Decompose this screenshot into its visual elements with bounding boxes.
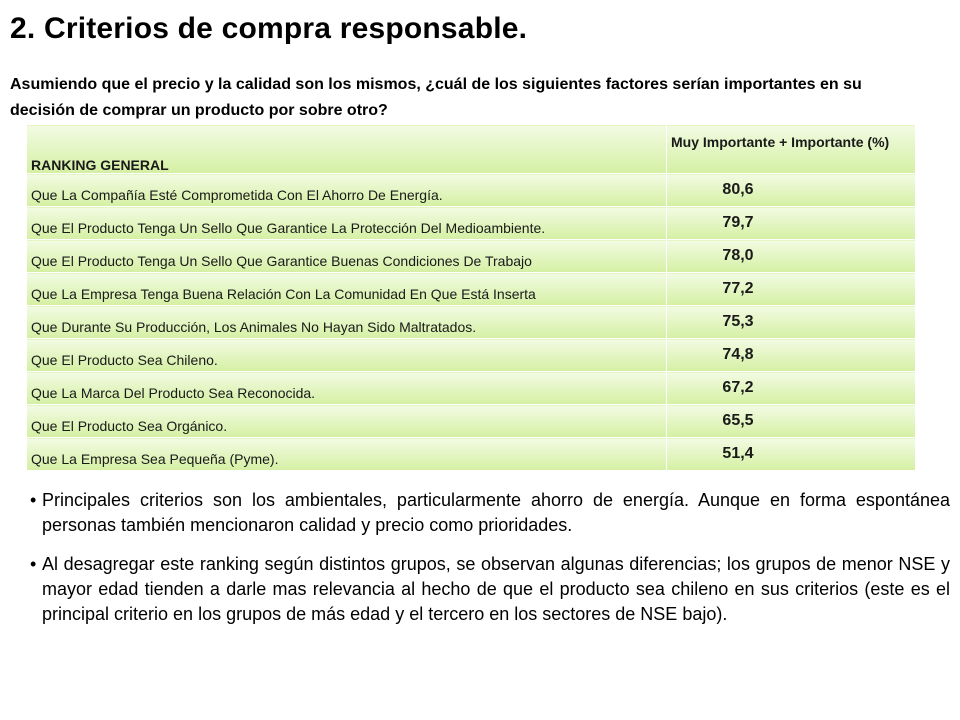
row-value: 77,2 xyxy=(667,273,916,306)
findings-list xyxy=(30,488,950,641)
page-title: 2. Criterios de compra responsable. xyxy=(10,12,528,45)
row-value: 51,4 xyxy=(667,438,916,471)
table-header-row xyxy=(27,125,916,174)
table-row xyxy=(27,438,916,471)
row-label: Que El Producto Tenga Un Sello Que Garantice La Protección Del Medioambiente. xyxy=(27,207,667,240)
row-label: Que El Producto Tenga Un Sello Que Garantice Buenas Condiciones De Trabajo xyxy=(27,240,667,273)
row-value: 79,7 xyxy=(667,207,916,240)
row-value: 65,5 xyxy=(667,405,916,438)
row-label: Que La Marca Del Producto Sea Reconocida. xyxy=(27,372,667,405)
header-percent-label: Muy Importante + Importante (%) xyxy=(667,125,916,174)
row-value: 75,3 xyxy=(667,306,916,339)
table-row xyxy=(27,240,916,273)
row-label: Que La Empresa Sea Pequeña (Pyme). xyxy=(27,438,667,471)
row-value: 80,6 xyxy=(667,174,916,207)
table-row xyxy=(27,207,916,240)
finding-text: Al desagregar este ranking según distintos grupos, se observan algunas diferencias; los grupos de menor NSE y mayor edad tienden a darle mas relevancia al hecho de que el producto sea chileno en sus criterios (este es el principal criterio en los grupos de más edad y el tercero en los sectores de NSE bajo). xyxy=(42,554,950,624)
ranking-table xyxy=(26,124,916,471)
bullet-icon: • xyxy=(30,554,37,574)
table-row xyxy=(27,405,916,438)
finding-item xyxy=(30,552,950,627)
row-value: 78,0 xyxy=(667,240,916,273)
row-label: Que El Producto Sea Chileno. xyxy=(27,339,667,372)
header-ranking-label: RANKING GENERAL xyxy=(27,125,667,174)
table-row xyxy=(27,339,916,372)
row-label: Que Durante Su Producción, Los Animales No Hayan Sido Maltratados. xyxy=(27,306,667,339)
row-label: Que La Compañía Esté Comprometida Con El Ahorro De Energía. xyxy=(27,174,667,207)
row-label: Que El Producto Sea Orgánico. xyxy=(27,405,667,438)
table-row xyxy=(27,273,916,306)
table-row xyxy=(27,174,916,207)
finding-item xyxy=(30,488,950,538)
finding-text: Principales criterios son los ambientales, particularmente ahorro de energía. Aunque en forma espontánea personas también mencionaron calidad y precio como prioridades. xyxy=(42,490,950,535)
bullet-icon: • xyxy=(30,490,37,510)
row-label: Que La Empresa Tenga Buena Relación Con La Comunidad En Que Está Inserta xyxy=(27,273,667,306)
survey-question: Asumiendo que el precio y la calidad son los mismos, ¿cuál de los siguientes factores serían importantes en su decisión de comprar un producto por sobre otro? xyxy=(10,76,862,119)
row-value: 74,8 xyxy=(667,339,916,372)
table-row xyxy=(27,306,916,339)
table-row xyxy=(27,372,916,405)
row-value: 67,2 xyxy=(667,372,916,405)
